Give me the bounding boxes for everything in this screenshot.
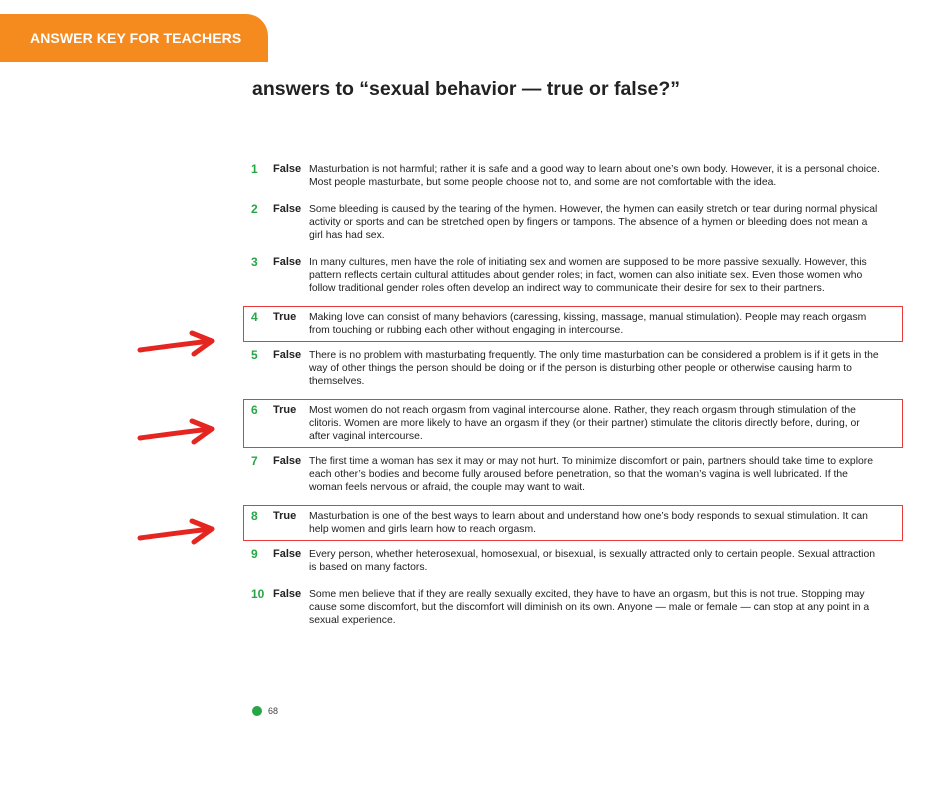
answer-item-highlighted (243, 306, 903, 342)
answer-number: 1 (251, 162, 258, 176)
answer-number: 6 (251, 403, 258, 417)
answer-text: Making love can consist of many behaviors (caressing, kissing, massage, manual stimulation). People may reach orgasm from touching or rubbing each other without engaging in intercourse. (309, 312, 867, 336)
answer-verdict: False (273, 163, 302, 175)
answer-verdict: False (273, 588, 302, 600)
answer-item (243, 585, 903, 630)
answer-item (243, 160, 903, 192)
answer-number: 2 (251, 202, 258, 216)
section-tab (0, 14, 268, 62)
answer-number: 10 (251, 587, 265, 601)
red-arrow-icon (136, 518, 218, 550)
answer-verdict: True (273, 311, 297, 323)
answer-list (243, 160, 903, 638)
answer-text: There is no problem with masturbating frequently. The only time masturbation can be considered a problem is if it gets in the way of other things the person should be doing or if the person is disturbing other people or otherwise causing harm to themselves. (309, 350, 879, 387)
answer-item-highlighted (243, 505, 903, 541)
answer-number: 9 (251, 547, 258, 561)
answer-number: 7 (251, 454, 258, 468)
red-arrow-icon (136, 330, 218, 362)
answer-item-highlighted (243, 399, 903, 448)
answer-text: Masturbation is not harmful; rather it is safe and a good way to learn about one’s own body. However, it is a personal choice. Most people masturbate, but some people choose not to, and some are not comfortable with the idea. (309, 164, 880, 188)
answer-verdict: False (273, 455, 302, 467)
answer-item (243, 200, 903, 245)
answer-verdict: False (273, 349, 302, 361)
answer-number: 5 (251, 348, 258, 362)
answer-number: 3 (251, 255, 258, 269)
page-title: answers to “sexual behavior — true or false?” (252, 78, 681, 100)
answer-verdict: True (273, 510, 297, 522)
answer-item (243, 346, 903, 391)
answer-text: Some men believe that if they are really sexually excited, they have to have an orgasm, but this is not true. Stopping may cause some discomfort, but the discomfort will diminish on its own. Anyone — male or female — can stop at any point in a sexual experience. (309, 589, 870, 626)
answer-verdict: False (273, 256, 302, 268)
answer-text: Every person, whether heterosexual, homosexual, or bisexual, is sexually attracted only to certain people. Sexual attraction is based on many factors. (309, 549, 876, 573)
section-tab-label: ANSWER KEY FOR TEACHERS (30, 30, 242, 46)
answer-item (243, 452, 903, 497)
page-dot-icon (252, 706, 262, 716)
answer-item (243, 253, 903, 298)
answer-verdict: False (273, 203, 302, 215)
red-arrow-icon (136, 418, 218, 450)
page-number: 68 (268, 706, 279, 716)
answer-text: The first time a woman has sex it may or may not hurt. To minimize discomfort or pain, partners should take time to explore each other’s bodies and become fully aroused before penetration, so that the woman’s vagina is well lubricated. If the woman feels nervous or afraid, the couple may want to wait. (309, 456, 874, 493)
answer-text: In many cultures, men have the role of initiating sex and women are supposed to be more passive sexually. However, this pattern reflects certain cultural attitudes about gender roles; in fact, women can also initiate sex. Even those women who follow traditional gender roles often develop an indirect way to communicate their desire for sex to their partners. (309, 257, 867, 294)
answer-verdict: False (273, 548, 302, 560)
answer-item (243, 545, 903, 577)
answer-number: 4 (251, 310, 258, 324)
page-footer (252, 706, 278, 716)
answer-text: Most women do not reach orgasm from vaginal intercourse alone. Rather, they reach orgasm through stimulation of the clitoris. Women are more likely to have an orgasm if they (or their partner) stimulate the clitoris directly before, during, or after vaginal intercourse. (309, 405, 860, 442)
answer-text: Some bleeding is caused by the tearing of the hymen. However, the hymen can easily stretch or tear during normal physical activity or sports and can be stretched open by fingers or tampons. The absence of a hymen or bleeding does not mean a girl has had sex. (309, 204, 878, 241)
answer-number: 8 (251, 509, 258, 523)
answer-text: Masturbation is one of the best ways to learn about and understand how one’s body responds to sexual stimulation. It can help women and girls learn how to reach orgasm. (309, 511, 868, 535)
answer-verdict: True (273, 404, 297, 416)
